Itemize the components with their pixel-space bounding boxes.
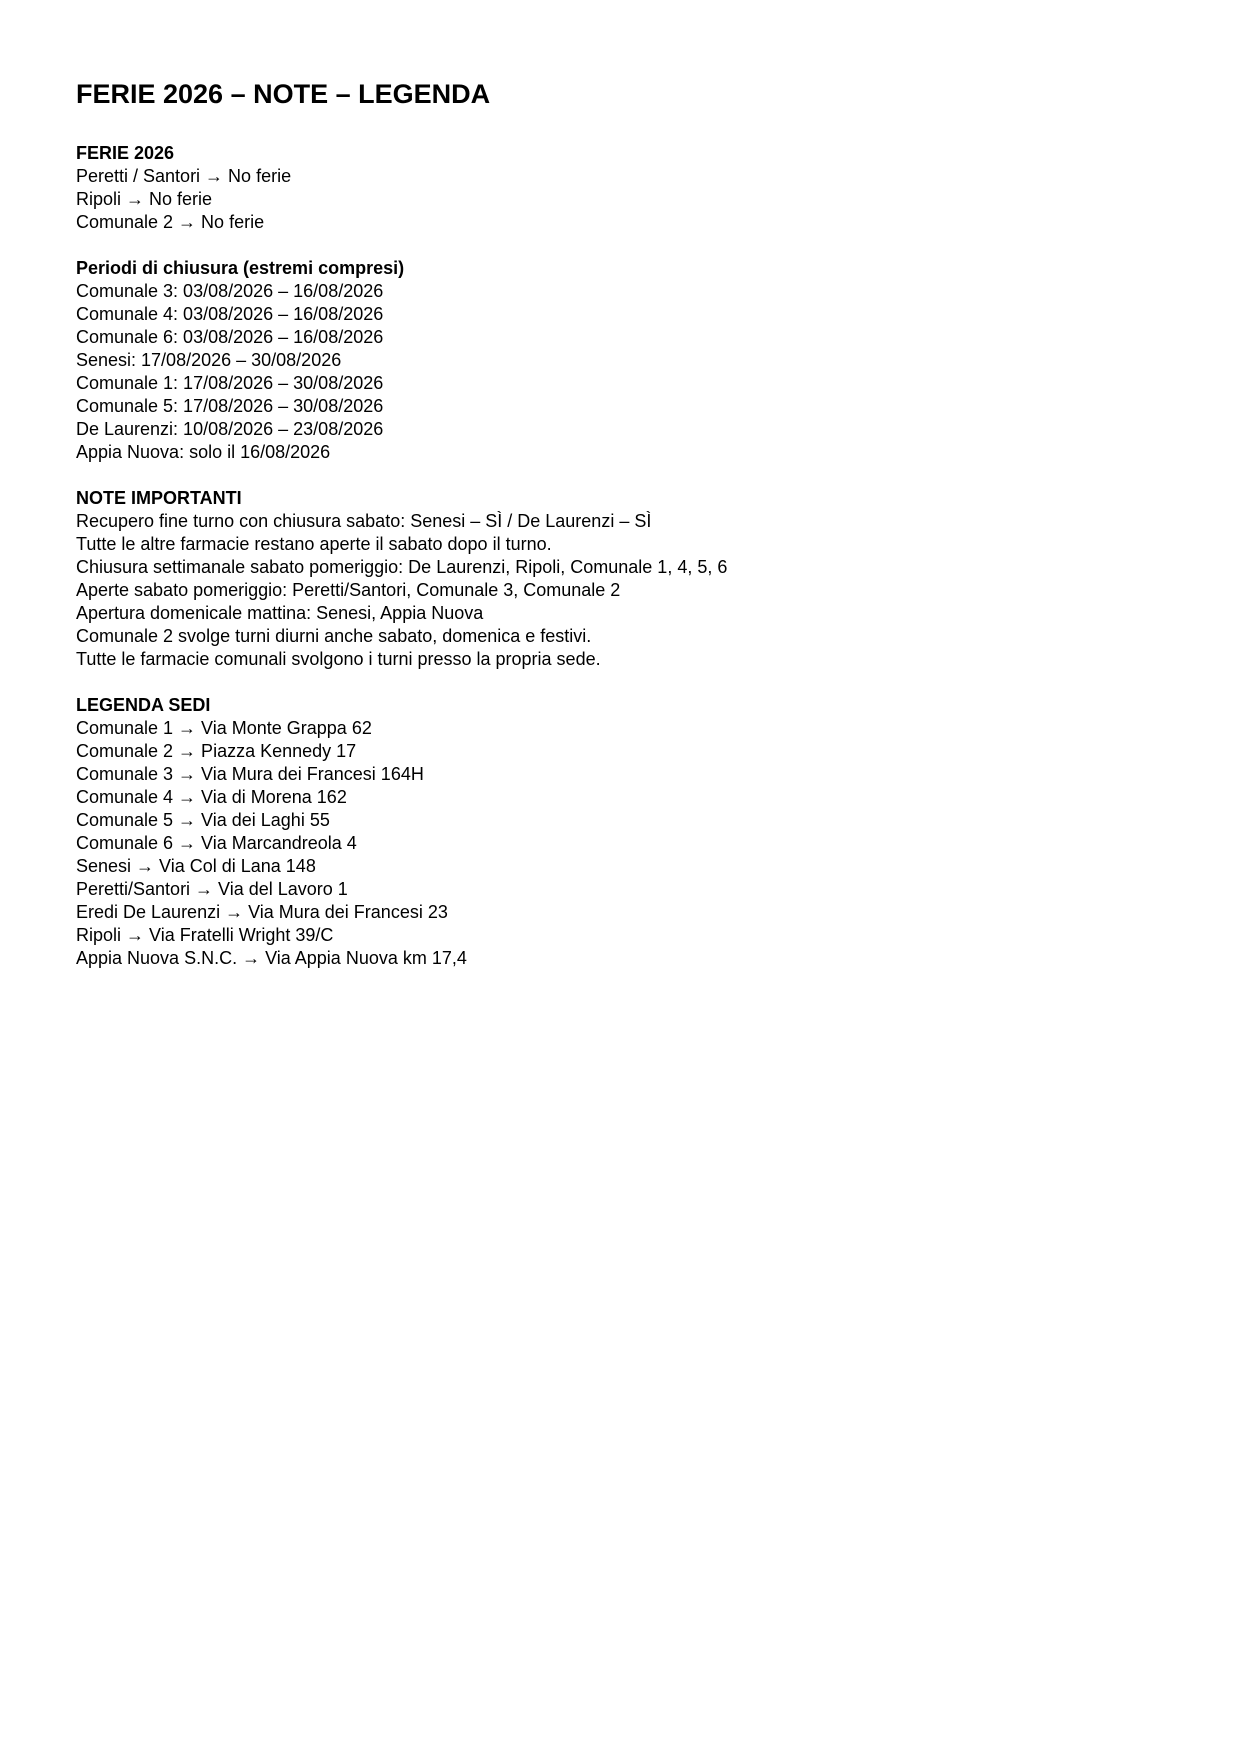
legenda-line: Comunale 4 → Via di Morena 162 (76, 787, 347, 807)
note-line: Tutte le farmacie comunali svolgono i turni presso la propria sede. (76, 649, 601, 669)
chiusura-line: Comunale 1: 17/08/2026 – 30/08/2026 (76, 373, 384, 393)
note-heading: NOTE IMPORTANTI (76, 488, 242, 508)
note-line: Aperte sabato pomeriggio: Peretti/Santori, Comunale 3, Comunale 2 (76, 580, 621, 600)
note-line: Chiusura settimanale sabato pomeriggio: De Laurenzi, Ripoli, Comunale 1, 4, 5, 6 (76, 557, 728, 577)
note-line: Recupero fine turno con chiusura sabato: Senesi – SÌ / De Laurenzi – SÌ (76, 511, 652, 531)
legenda-line: Comunale 3 → Via Mura dei Francesi 164H (76, 764, 424, 784)
document-title: FERIE 2026 – NOTE – LEGENDA (76, 79, 491, 109)
note-section (76, 487, 1166, 671)
legenda-line: Eredi De Laurenzi → Via Mura dei Francesi 23 (76, 902, 448, 922)
legenda-heading: LEGENDA SEDI (76, 695, 211, 715)
ferie-section (76, 142, 1166, 234)
ferie-line: Comunale 2 → No ferie (76, 212, 265, 232)
note-line: Tutte le altre farmacie restano aperte il sabato dopo il turno. (76, 534, 552, 554)
chiusura-section (76, 257, 1166, 464)
chiusura-line: Comunale 3: 03/08/2026 – 16/08/2026 (76, 281, 384, 301)
chiusura-heading: Periodi di chiusura (estremi compresi) (76, 258, 405, 278)
legenda-line: Ripoli → Via Fratelli Wright 39/C (76, 925, 334, 945)
note-line: Comunale 2 svolge turni diurni anche sabato, domenica e festivi. (76, 626, 592, 646)
legenda-line: Comunale 1 → Via Monte Grappa 62 (76, 718, 372, 738)
ferie-line: Ripoli → No ferie (76, 189, 213, 209)
note-line: Apertura domenicale mattina: Senesi, Appia Nuova (76, 603, 484, 623)
legenda-line: Appia Nuova S.N.C. → Via Appia Nuova km 17,4 (76, 948, 467, 968)
chiusura-line: De Laurenzi: 10/08/2026 – 23/08/2026 (76, 419, 384, 439)
ferie-line: Peretti / Santori → No ferie (76, 166, 292, 186)
legenda-line: Senesi → Via Col di Lana 148 (76, 856, 316, 876)
ferie-heading: FERIE 2026 (76, 143, 175, 163)
document-page (76, 76, 1166, 970)
chiusura-line: Appia Nuova: solo il 16/08/2026 (76, 442, 331, 462)
legenda-section (76, 694, 1166, 970)
chiusura-line: Comunale 4: 03/08/2026 – 16/08/2026 (76, 304, 384, 324)
chiusura-line: Senesi: 17/08/2026 – 30/08/2026 (76, 350, 342, 370)
legenda-line: Comunale 2 → Piazza Kennedy 17 (76, 741, 357, 761)
legenda-line: Comunale 6 → Via Marcandreola 4 (76, 833, 357, 853)
legenda-line: Peretti/Santori → Via del Lavoro 1 (76, 879, 348, 899)
chiusura-line: Comunale 6: 03/08/2026 – 16/08/2026 (76, 327, 384, 347)
legenda-line: Comunale 5 → Via dei Laghi 55 (76, 810, 330, 830)
chiusura-line: Comunale 5: 17/08/2026 – 30/08/2026 (76, 396, 384, 416)
